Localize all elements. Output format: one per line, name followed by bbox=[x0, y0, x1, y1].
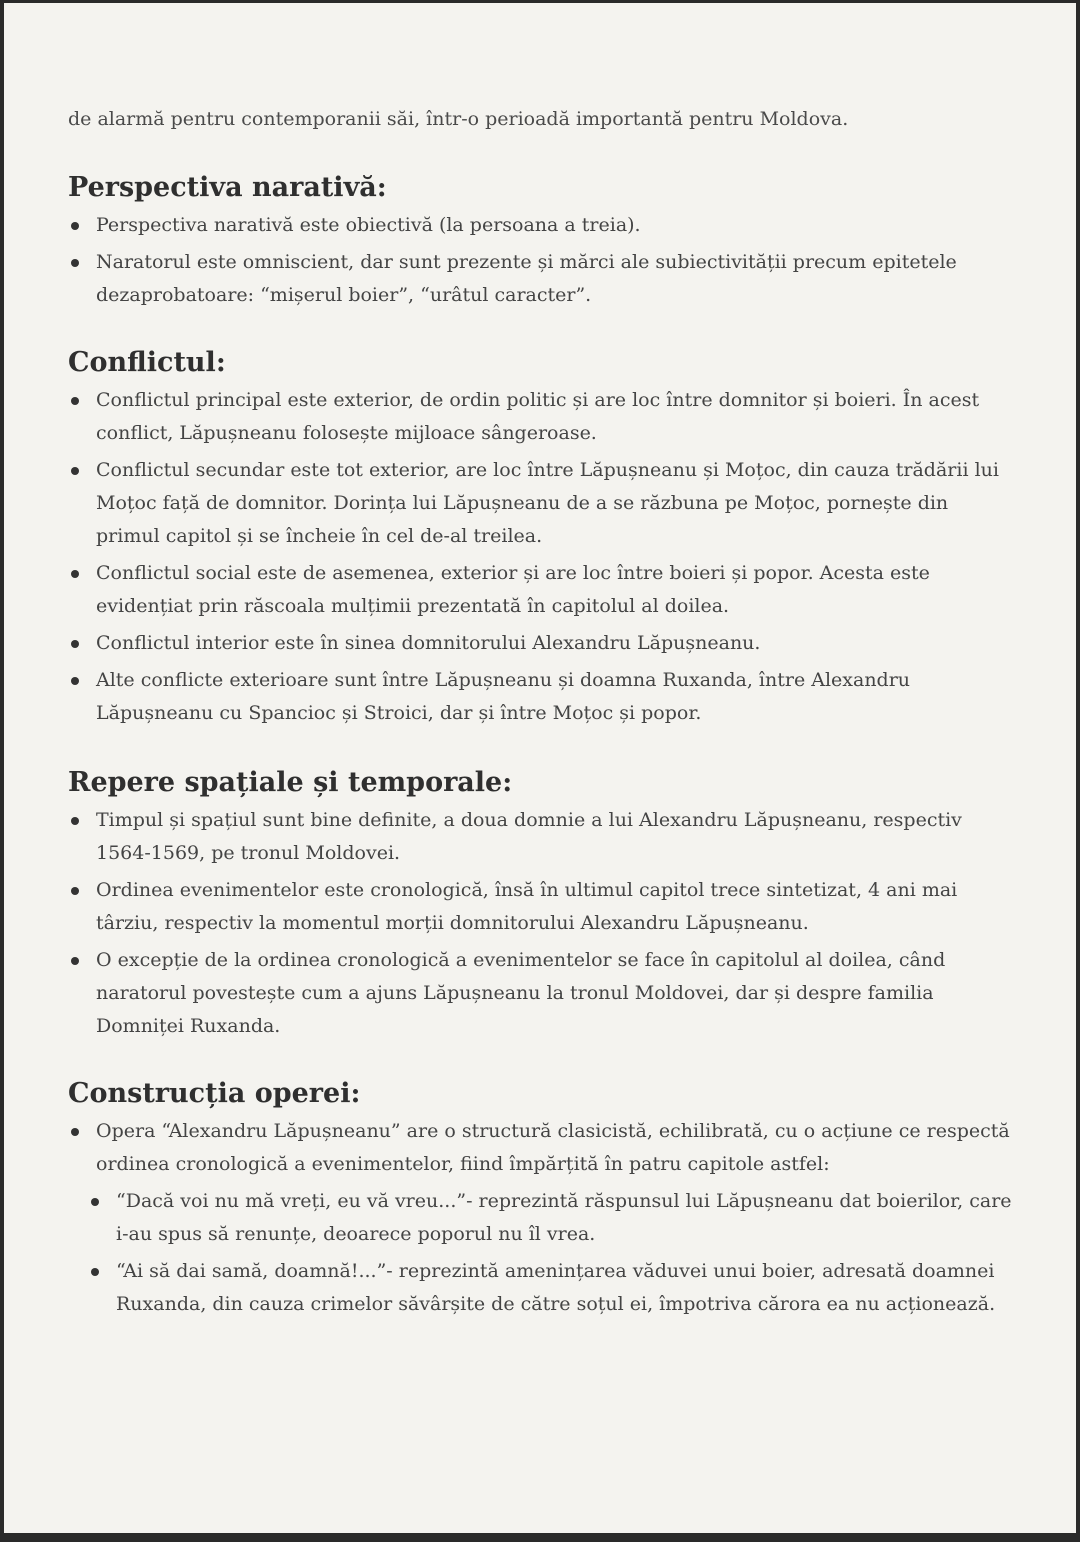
bullet-list bbox=[68, 804, 1016, 1043]
bullet-list bbox=[68, 209, 1016, 312]
list-item: Conflictul interior este în sinea domnitorului Alexandru Lăpușneanu. bbox=[68, 627, 1016, 660]
section-perspectiva-narativa bbox=[68, 171, 1016, 312]
intro-line: de alarmă pentru contemporanii săi, într-o perioadă importantă pentru Moldova. bbox=[68, 108, 849, 130]
document-page bbox=[4, 3, 1076, 1533]
list-item: Alte conflicte exterioare sunt între Lăpușneanu și doamna Ruxanda, între Alexandru Lăpușneanu cu Spancioc și Stroici, dar și între Moțoc și popor. bbox=[68, 664, 1016, 730]
section-constructia-operei bbox=[68, 1077, 1016, 1321]
section-title: Construcția operei: bbox=[68, 1078, 361, 1109]
list-item: O excepție de la ordinea cronologică a evenimentelor se face în capitolul al doilea, când naratorul povestește cum a ajuns Lăpușneanu la tronul Moldovei, dar și despre familia Domniței Ruxanda. bbox=[68, 944, 1016, 1043]
list-item: Conflictul social este de asemenea, exterior și are loc între boieri și popor. Acesta este evidențiat prin răscoala mulțimii prezentată în capitolul al doilea. bbox=[68, 557, 1016, 623]
bullet-list bbox=[68, 1115, 1016, 1181]
sub-list-item: “Dacă voi nu mă vreți, eu vă vreu...”- reprezintă răspunsul lui Lăpușneanu dat boierilor, care i-au spus să renunțe, deoarece poporul nu îl vrea. bbox=[88, 1185, 1016, 1251]
list-item: Naratorul este omniscient, dar sunt prezente și mărci ale subiectivității precum epitetele dezaprobatoare: “mișerul boier”, “urâtul caracter”. bbox=[68, 246, 1016, 312]
section-repere-spatiale-temporale bbox=[68, 766, 1016, 1043]
list-item: Conflictul principal este exterior, de ordin politic și are loc între domnitor și boieri. În acest conflict, Lăpușneanu folosește mijloace sângeroase. bbox=[68, 384, 1016, 450]
sub-bullet-list bbox=[68, 1185, 1016, 1321]
section-title: Repere spațiale și temporale: bbox=[68, 767, 513, 798]
list-item: Perspectiva narativă este obiectivă (la persoana a treia). bbox=[68, 209, 1016, 242]
section-title: Conflictul: bbox=[68, 347, 226, 378]
list-item: Ordinea evenimentelor este cronologică, însă în ultimul capitol trece sintetizat, 4 ani mai târziu, respectiv la momentul morții domnitorului Alexandru Lăpușneanu. bbox=[68, 874, 1016, 940]
section-conflictul bbox=[68, 346, 1016, 730]
list-item: Timpul și spațiul sunt bine definite, a doua domnie a lui Alexandru Lăpușneanu, respectiv 1564-1569, pe tronul Moldovei. bbox=[68, 804, 1016, 870]
bullet-list bbox=[68, 384, 1016, 730]
sub-list-item: “Ai să dai samă, doamnă!...”- reprezintă amenințarea văduvei unui boier, adresată doamnei Ruxanda, din cauza crimelor săvârșite de către soțul ei, împotriva cărora ea nu acționează. bbox=[88, 1255, 1016, 1321]
list-item: Conflictul secundar este tot exterior, are loc între Lăpușneanu și Moțoc, din cauza trădării lui Moțoc față de domnitor. Dorința lui Lăpușneanu de a se răzbuna pe Moțoc, pornește din primul capitol și se încheie în cel de-al treilea. bbox=[68, 454, 1016, 553]
section-title: Perspectiva narativă: bbox=[68, 172, 387, 203]
list-item: Opera “Alexandru Lăpușneanu” are o structură clasicistă, echilibrată, cu o acțiune ce respectă ordinea cronologică a evenimentelor, fiind împărțită în patru capitole astfel: bbox=[68, 1115, 1016, 1181]
